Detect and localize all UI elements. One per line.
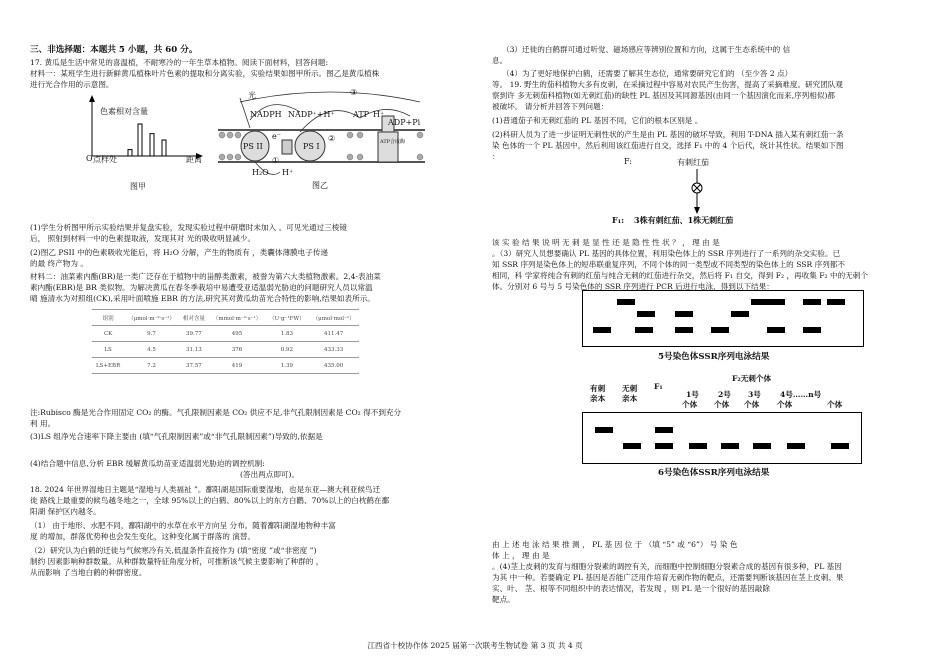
table-cell: 37.57 <box>179 358 209 374</box>
table-cell: 435.00 <box>309 358 359 374</box>
figure-b-caption: 图乙 <box>312 181 328 190</box>
table-cell: 7.2 <box>124 358 179 374</box>
gel6-ind2: 个体 <box>714 400 730 409</box>
atp-label: ATP <box>353 110 370 119</box>
gel6-col1: 有刺 <box>590 384 606 393</box>
figure-a-origin: O <box>86 154 93 163</box>
exp-line1: 该 实 验 结 果 说 明 无 刺 是 显 性 还 是 隐 性 性 状 ？ ， 理 由 是 <box>492 238 720 247</box>
figure-a-caption: 图甲 <box>130 182 146 191</box>
pigment-bar <box>162 140 166 156</box>
gel-chromosome5 <box>582 290 864 347</box>
result-line3: 。(4)茎上皮刺的发育与细胞分裂素的调控有关，而细胞中控制细胞分裂素合成的基因有很多种，PL 基因 <box>492 562 842 571</box>
data-table <box>92 309 359 374</box>
table-cell: 433.33 <box>309 342 359 358</box>
result-line6: 靶点。 <box>492 595 515 604</box>
result-line4: 为其 中一种。若要确定 PL 基因是否能广泛用作培育无刺作物的靶点，还需要判断该基因在茎上皮刺、果 <box>492 573 844 582</box>
gel6-c4: 4号……n号 <box>780 390 822 399</box>
result-line2: 体 上 ， 理 由 是 <box>492 551 550 560</box>
gel6-ind3: 个体 <box>744 400 760 409</box>
material2-line1: 材料二：油菜素内酯(BR)是一类广泛存在于植物中的甾醇类激素，被誉为第六大类植物激素。2,4-表油菜 <box>30 272 381 281</box>
pigment-bar <box>138 124 142 156</box>
step2-label: ② <box>328 134 336 143</box>
gel6-c3: 3号 <box>748 390 761 399</box>
table-header-cell: （mmol·m⁻²·s⁻¹） <box>209 310 265 326</box>
table-cell: 39.77 <box>179 326 209 342</box>
table-row <box>92 358 359 374</box>
table-cell: 9.7 <box>124 326 179 342</box>
atp-synthase-label: ATP合成酶 <box>380 139 406 145</box>
q19-2-line3: ： <box>492 152 500 161</box>
q17-2-line2: 的最 终产物为 。 <box>30 259 88 268</box>
q17-2-line1: (2)图乙 PSII 中的色素吸收光能后，将 H₂O 分解，产生的物质有 ，类囊体薄膜电子传递 <box>30 248 329 257</box>
q18-3-line1: （3）迁徙的白鹤群可通过听觉、磁场感应等辨别位置和方向，这属于生态系统中的 信 <box>502 45 791 54</box>
table-cell: 0.92 <box>265 342 308 358</box>
exp-line4: 相同，科 学家将纯合有刺的红茄与纯合无刺的红茄进行杂交，然后将 F₁ 自交，得到 F₂ ，再收集 F₂ 中的无刺个 <box>492 271 868 280</box>
gel6-c1: 1号 <box>686 390 699 399</box>
step1-label: ① <box>272 156 280 165</box>
figure-a-xstart: 点样处 <box>93 155 117 164</box>
table-header-cell: （U·g⁻¹FW） <box>265 310 308 326</box>
table-cell: 1.39 <box>265 358 308 374</box>
figure-b <box>210 88 435 193</box>
table-cell: 419 <box>209 358 265 374</box>
electron-label: e⁻ <box>272 132 281 141</box>
gel6-ind4: 个体 <box>777 400 793 409</box>
table-cell: 4.5 <box>124 342 179 358</box>
table-header-cell: 相对含量 <box>179 310 209 326</box>
gel6-group: F₂无刺个体 <box>732 374 772 383</box>
q18-2-line1: （2）研究认为白鹤的迁徙与气候寒冷有关,低温条件直接作为 (填“密度 ”或“非密度 ”) <box>30 546 317 555</box>
section-title: 三、非选择题：本题共 5 小题，共 60 分。 <box>30 45 198 55</box>
q17-3-line1: (3)LS 组净光合速率下降主要由 (填“气孔限制因素”或“非气孔限制因素”)导致的,依据是 <box>30 432 323 441</box>
gel6-col3: F₁ <box>654 382 663 391</box>
q18-4-line2: 等。 19. 野生的茄科植物大多有皮刺，在采摘过程中容易对农民产生伤害，提高了采摘难度。研究团队观 <box>492 80 844 89</box>
gel6-col1b: 亲本 <box>590 394 606 403</box>
figure-a-ylabel: 色素相对含量 <box>100 107 148 116</box>
figure-a-xend: 距离 <box>186 155 202 164</box>
table-header-row <box>92 310 359 326</box>
figure-a <box>30 92 210 212</box>
gel6-caption: 6号染色体SSR序列电泳结果 <box>658 468 770 478</box>
q18-3-line2: 息。 <box>492 56 508 65</box>
gel6-ind5: 个体 <box>827 400 843 409</box>
q18-line2: 徙 路线上最重要的候鸟越冬地之一，全球 95%以上的白鹤、80%以上的东方白鹳、70%以上的白枕鹤在鄱 <box>30 496 390 505</box>
exp-line3: 知 SSR 序列是染色体上的短串联重复序列，不同个体的同一类型或不同类型的染色体上的 SSR 序列都不 <box>492 260 845 269</box>
parent-generation-label: F: <box>624 157 632 166</box>
q18-2-line3: 从而影响 了当地白鹤的种群密度。 <box>30 568 147 577</box>
result-line1: 由 上 述 电 泳 结 果 推 测 ， PL 基 因 位 于 （填 “5” 或 “6”） 号 染 色 <box>492 540 738 549</box>
q19-stem-line1: 察到许 多无刺茄科植物(如无刺红茄)的缺性 PL 基因及其同源基因(由同一个基因演化而来,序列相似)都 <box>492 91 835 100</box>
parent-label: 有刺红茄 <box>677 158 709 167</box>
figure-a-bars <box>128 124 166 156</box>
h-top-label: H⁺ <box>373 110 385 119</box>
table-cell: 495 <box>209 326 265 342</box>
table-cell: LS <box>92 342 124 358</box>
exp-line2: 。（3）研究人员想要确认 PL 基因的具体位置，利用染色体上的 SSR 序列进行了一系列的杂交实验。已 <box>492 249 841 258</box>
q19-2-line1: (2)科研人员为了进一步证明无刺性状的产生是由 PL 基因的破坏导致，利用 T-DNA 插入某有刺红茄一条 <box>492 130 844 139</box>
q17-4-line2: (答出两点即可)。 <box>240 470 300 479</box>
adp-label: ADP+Pi <box>388 118 421 127</box>
table-header-cell: 组别 <box>92 310 124 326</box>
table-header-cell: （μmol·m⁻²·s⁻¹） <box>124 310 179 326</box>
table-cell: 1.83 <box>265 326 308 342</box>
psi-label: PS I <box>303 142 320 151</box>
table-row <box>92 326 359 342</box>
f1-result-label: 3株有刺红茄、1株无刺红茄 <box>634 215 734 225</box>
step3-label: ③ <box>350 88 358 97</box>
q18-4-line1: （4）为了更好地保护白鹤，还需要了解其生态位，通常要研究它们的 （至少答 2 点） <box>502 69 793 78</box>
gel-chromosome6 <box>582 370 862 495</box>
h-bottom-label: H⁺ <box>282 168 294 177</box>
q19-stem-line2: 被破坏。 请分析并回答下列问题： <box>492 102 609 111</box>
f1-generation-label: F₁: <box>612 215 625 225</box>
table-header-cell: （μmol·mol⁻¹） <box>309 310 359 326</box>
q17-1-line2: 后， 照射到材料一中的色素提取液，发现其对 光的吸收明显减少。 <box>30 234 256 243</box>
table-cell: 411.47 <box>309 326 359 342</box>
q17-stem: 17. 黄瓜是生活中常见的喜温植，不耐寒冷的一年生草本植物。阅读下面材料，回答问题: <box>30 58 329 67</box>
q17-4-line1: (4)结合题中信息,分析 EBR 缓解黄瓜幼苗亚适温弱光胁迫的调控机制: <box>30 459 265 468</box>
table-cell: 31.13 <box>179 342 209 358</box>
gel6-box <box>582 412 862 464</box>
gel6-ind1: 个体 <box>682 400 698 409</box>
q17-material1: 材料一：某班学生进行新鲜黄瓜植株叶片色素的提取和分离实验，实验结果如图甲所示。图乙是黄瓜植株 <box>30 69 380 78</box>
q18-1-line1: （1） 由于地形、水肥不同，鄱阳湖中的水草在水平方向呈 分布。随着鄱阳湖湿地物种丰富 <box>30 521 336 530</box>
pigment-bar <box>128 150 132 156</box>
gel6-c2: 2号 <box>718 390 731 399</box>
table-cell: LS+EBR <box>92 358 124 374</box>
psii-label: PS II <box>243 142 263 151</box>
q17-1-line1: (1)学生分析图甲所示实验结果并复盘实验，发现实验过程中研磨时未加入 。可见光通过三棱镜 <box>30 223 347 232</box>
table-cell: 376 <box>209 342 265 358</box>
result-line5: 实、叶、 茎、根等不同组织中的表达情况，若发现 ，则 PL 是一个很好的基因敲除 <box>492 584 770 593</box>
cross-diagram <box>612 155 832 230</box>
q19-2-line2: 染 色体的一个 PL 基因中，然后利用该红茄进行自交，选择 F₁ 中的 4 个后代，统计其性状。结果如下图 <box>492 141 844 150</box>
gel6-col2b: 亲本 <box>622 394 638 403</box>
q17-material1-cont: 进行光合作用的示意图。 <box>30 80 114 89</box>
q19-1: (1)普通茄子和无刺红茄的 PL 基因不同，它们的根本区别是 。 <box>492 116 703 125</box>
pigment-bar <box>150 134 154 156</box>
gel5-caption: 5号染色体SSR序列电泳结果 <box>658 352 770 362</box>
nadp-label: NADP⁺+H⁺ <box>288 110 335 119</box>
note-line1: 注:Rubisco 酶是光合作用固定 CO₂ 的酶。气孔限制因素是 CO₂ 供应不足,非气孔限制因素是 CO₂ 得不到充分 <box>30 408 402 417</box>
q18-2-line2: 制约 因素影响种群数量。从种群数量特征角度分析，可推断该气候主要影响了种群的 ， <box>30 557 324 566</box>
table-row <box>92 342 359 358</box>
nadph-label: NADPH <box>250 110 282 119</box>
material2-line3: 晴 施清水为对照组(CK),采用叶面喷施 EBR 的方法,研究其对黄瓜幼苗光合特性的影响,结果如表所示。 <box>30 294 375 303</box>
table-cell: CK <box>92 326 124 342</box>
h2o-label: H₂O <box>252 168 269 177</box>
material2-line2: 素内酯(EBR)是 BR 类似物。为解决黄瓜在春冬季栽培中易遭受亚适温弱光胁迫的问题研究人员以常温 <box>30 283 373 292</box>
light-label: 光 <box>248 91 256 100</box>
exp-line5: 体。分别对 6 号与 5 号染色体的 SSR 序列进行 PCR 后进行电泳，得到以下结果： <box>492 282 774 291</box>
gel6-col2: 无刺 <box>622 384 638 393</box>
q18-line3: 阳湖 保护区内越冬。 <box>30 507 101 516</box>
note-line2: 利 用。 <box>30 419 56 428</box>
q18-line1: 18. 2024 年世界湿地日主题是“湿地与人类福祉 ”。鄱阳湖是国际重要湿地，也是东亚—澳大利亚候鸟迁 <box>30 485 381 494</box>
page-footer: 江西省十校协作体 2025 届第一次联考生物试卷 第 3 页 共 4 页 <box>367 641 583 650</box>
q18-1-line2: 度 的增加，群落优势种也会发生变化，这种变化属于群落的 演替。 <box>30 532 256 541</box>
